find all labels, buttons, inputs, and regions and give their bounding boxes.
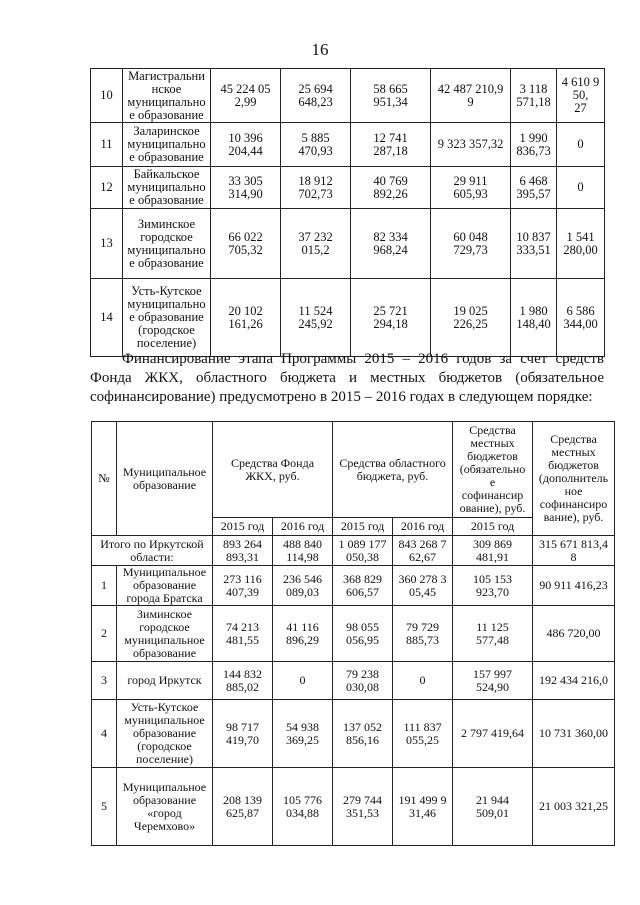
value-cell: 60 048 729,73 — [431, 209, 511, 279]
municipality-name: Зиминское городское муниципальное образование — [117, 606, 213, 662]
value-cell: 208 139 625,87 — [213, 768, 273, 846]
table-row — [91, 209, 605, 279]
value-cell: 488 840 114,98 — [273, 536, 333, 566]
financing-table — [91, 421, 615, 846]
value-cell: 42 487 210,9 9 — [431, 69, 511, 123]
value-cell: 98 055 056,95 — [333, 606, 393, 662]
value-cell: 111 837 055,25 — [393, 700, 453, 768]
value-cell: 25 721 294,18 — [351, 279, 431, 357]
header-local-required: Средства местных бюджетов (обязательно е софинансир ование), руб. — [453, 422, 533, 518]
value-cell: 0 — [557, 123, 605, 167]
table-row — [91, 69, 605, 123]
value-cell: 6 468 395,57 — [511, 167, 557, 209]
row-number: 1 — [92, 566, 117, 606]
value-cell: 10 837 333,51 — [511, 209, 557, 279]
value-cell: 192 434 216,0 — [533, 662, 615, 700]
value-cell: 25 694 648,23 — [281, 69, 351, 123]
value-cell: 10 731 360,00 — [533, 700, 615, 768]
header-year: 2016 год — [393, 518, 453, 536]
value-cell: 0 — [273, 662, 333, 700]
value-cell: 11 125 577,48 — [453, 606, 533, 662]
value-cell: 37 232 015,2 — [281, 209, 351, 279]
row-number: 11 — [91, 123, 123, 167]
value-cell: 21 003 321,25 — [533, 768, 615, 846]
value-cell: 315 671 813,4 8 — [533, 536, 615, 566]
value-cell: 21 944 509,01 — [453, 768, 533, 846]
row-number: 2 — [92, 606, 117, 662]
value-cell: 5 885 470,93 — [281, 123, 351, 167]
municipality-name: Усть-Кутское муниципально е образование (городское поселение) — [123, 279, 211, 357]
value-cell: 79 729 885,73 — [393, 606, 453, 662]
table-row — [91, 123, 605, 167]
value-cell: 54 938 369,25 — [273, 700, 333, 768]
table-row — [92, 566, 615, 606]
value-cell: 1 990 836,73 — [511, 123, 557, 167]
value-cell: 79 238 030,08 — [333, 662, 393, 700]
table-row — [92, 662, 615, 700]
total-row — [92, 536, 615, 566]
row-number: 4 — [92, 700, 117, 768]
financing-paragraph: Финансирование этапа Программы 2015 – 2016 годов за счет средств Фонда ЖКХ, областного бюджета и местных бюджетов (обязательное софинансирование) предусмотрено в 2015 – 2016 годах в следующем порядке: — [90, 351, 604, 405]
row-number: 5 — [92, 768, 117, 846]
value-cell: 1 980 148,40 — [511, 279, 557, 357]
municipality-name: Заларинское муниципально е образование — [123, 123, 211, 167]
value-cell: 40 769 892,26 — [351, 167, 431, 209]
table-row — [91, 167, 605, 209]
value-cell: 11 524 245,92 — [281, 279, 351, 357]
table-row — [92, 700, 615, 768]
municipality-name: Муниципальное образование города Братска — [117, 566, 213, 606]
value-cell: 66 022 705,32 — [211, 209, 281, 279]
municipal-table-continued — [90, 68, 605, 357]
value-cell: 137 052 856,16 — [333, 700, 393, 768]
municipality-name: Зиминское городское муниципально е образование — [123, 209, 211, 279]
value-cell: 360 278 3 05,45 — [393, 566, 453, 606]
value-cell: 105 153 923,70 — [453, 566, 533, 606]
municipality-name: Муниципальное образование «город Черемхово» — [117, 768, 213, 846]
value-cell: 3 118 571,18 — [511, 69, 557, 123]
page-number: 16 — [311, 40, 329, 59]
municipality-name: город Иркутск — [117, 662, 213, 700]
row-number: 3 — [92, 662, 117, 700]
municipality-name: Усть-Кутское муниципальное образование (городское поселение) — [117, 700, 213, 768]
value-cell: 90 911 416,23 — [533, 566, 615, 606]
total-label: Итого по Иркутской области: — [92, 536, 213, 566]
value-cell: 1 541 280,00 — [557, 209, 605, 279]
value-cell: 309 869 481,91 — [453, 536, 533, 566]
value-cell: 33 305 314,90 — [211, 167, 281, 209]
value-cell: 12 741 287,18 — [351, 123, 431, 167]
value-cell: 19 025 226,25 — [431, 279, 511, 357]
value-cell: 191 499 9 31,46 — [393, 768, 453, 846]
table-row — [92, 606, 615, 662]
header-local-extra: Средства местных бюджетов (дополнитель ное софинансиро вание), руб. — [533, 422, 615, 536]
header-regional-budget: Средства областного бюджета, руб. — [333, 422, 453, 518]
value-cell: 29 911 605,93 — [431, 167, 511, 209]
value-cell: 368 829 606,57 — [333, 566, 393, 606]
value-cell: 105 776 034,88 — [273, 768, 333, 846]
value-cell: 74 213 481,55 — [213, 606, 273, 662]
value-cell: 273 116 407,39 — [213, 566, 273, 606]
value-cell: 41 116 896,29 — [273, 606, 333, 662]
value-cell: 279 744 351,53 — [333, 768, 393, 846]
header-year: 2015 год — [333, 518, 393, 536]
value-cell: 893 264 893,31 — [213, 536, 273, 566]
value-cell: 58 665 951,34 — [351, 69, 431, 123]
row-number: 10 — [91, 69, 123, 123]
header-year: 2015 год — [453, 518, 533, 536]
value-cell: 10 396 204,44 — [211, 123, 281, 167]
header-year: 2015 год — [213, 518, 273, 536]
value-cell: 2 797 419,64 — [453, 700, 533, 768]
value-cell: 157 997 524,90 — [453, 662, 533, 700]
value-cell: 98 717 419,70 — [213, 700, 273, 768]
header-number: № — [92, 422, 117, 536]
value-cell: 45 224 05 2,99 — [211, 69, 281, 123]
value-cell: 82 334 968,24 — [351, 209, 431, 279]
value-cell: 6 586 344,00 — [557, 279, 605, 357]
value-cell: 1 089 177 050,38 — [333, 536, 393, 566]
value-cell: 0 — [393, 662, 453, 700]
header-year: 2016 год — [273, 518, 333, 536]
value-cell: 843 268 7 62,67 — [393, 536, 453, 566]
value-cell: 486 720,00 — [533, 606, 615, 662]
row-number: 13 — [91, 209, 123, 279]
row-number: 12 — [91, 167, 123, 209]
municipality-name: Магистральни нское муниципально е образование — [123, 69, 211, 123]
value-cell: 9 323 357,32 — [431, 123, 511, 167]
municipality-name: Байкальское муниципально е образование — [123, 167, 211, 209]
table-row — [91, 279, 605, 357]
header-fund: Средства Фонда ЖКХ, руб. — [213, 422, 333, 518]
value-cell: 4 610 950, 27 — [557, 69, 605, 123]
value-cell: 18 912 702,73 — [281, 167, 351, 209]
value-cell: 0 — [557, 167, 605, 209]
table-row — [92, 768, 615, 846]
header-municipality: Муниципальное образование — [117, 422, 213, 536]
value-cell: 144 832 885,02 — [213, 662, 273, 700]
value-cell: 20 102 161,26 — [211, 279, 281, 357]
value-cell: 236 546 089,03 — [273, 566, 333, 606]
row-number: 14 — [91, 279, 123, 357]
